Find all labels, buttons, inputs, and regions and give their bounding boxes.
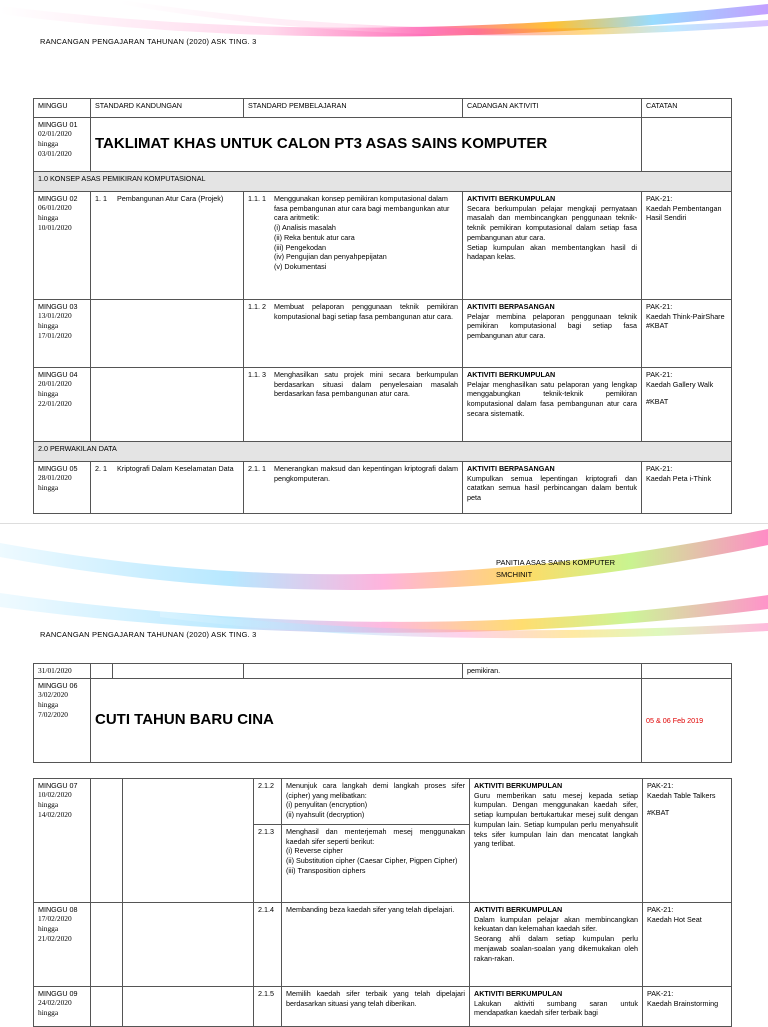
date-hingga: hingga xyxy=(38,1007,59,1017)
page-header-2: RANCANGAN PENGAJARAN TAHUNAN (2020) ASK TING. 3 xyxy=(40,630,257,639)
date-hingga: hingga xyxy=(38,212,59,222)
note-label: PAK-21: xyxy=(647,989,674,998)
week-label: MINGGU 06 xyxy=(38,680,78,690)
table-row xyxy=(34,903,732,987)
note-label: PAK-21: xyxy=(646,370,673,379)
footer-line: PANITIA ASAS SAINS KOMPUTER xyxy=(496,558,616,567)
col-header: STANDARD PEMBELAJARAN xyxy=(244,99,463,118)
section-heading: 1.0 KONSEP ASAS PEMIKIRAN KOMPUTASIONAL xyxy=(34,172,732,192)
table-row xyxy=(34,192,732,300)
note-label: PAK-21: xyxy=(646,194,673,203)
sp-number: 1.1. 1 xyxy=(248,194,266,203)
list-item: (i) penyulitan (encryption) xyxy=(286,800,368,810)
sp-text: Menunjuk cara langkah demi langkah proses sifer (cipher) yang melibatkan: xyxy=(286,781,465,800)
activity-title: AKTIVITI BERPASANGAN xyxy=(467,464,555,473)
list-item: (iii) Transposition ciphers xyxy=(286,865,366,875)
date-to: 21/02/2020 xyxy=(38,933,72,943)
sk-text: Kriptografi Dalam Keselamatan Data xyxy=(117,464,234,473)
section-heading: 2.0 PERWAKILAN DATA xyxy=(34,442,732,462)
week-label: MINGGU 09 xyxy=(38,989,78,998)
date-from: 10/02/2020 xyxy=(38,790,72,800)
sp-number: 2.1.5 xyxy=(254,987,282,1027)
date-from: 17/02/2020 xyxy=(38,914,72,924)
date-hingga: hingga xyxy=(38,799,59,809)
note-label: PAK-21: xyxy=(646,302,673,311)
note-label: PAK-21: xyxy=(647,905,674,914)
sp-text: Menghasilkan satu projek mini secara berkumpulan berdasarkan situasi dalam penyelesaian masalah berdasarkan fasa pembangunan atur cara. xyxy=(274,370,458,399)
note-tag: #KBAT xyxy=(646,397,669,407)
date-hingga: hingga xyxy=(38,320,59,330)
table-row xyxy=(34,300,732,368)
activity-title: AKTIVITI BERPASANGAN xyxy=(467,302,555,311)
date-hingga: hingga xyxy=(38,482,59,492)
date-to: 03/01/2020 xyxy=(38,148,72,158)
activity-text: Pelajar membina pelaporan penggunaan teknik pemikiran komputasional bagi setiap fasa pembangunan atur cara. xyxy=(467,311,637,341)
date-from: 06/01/2020 xyxy=(38,203,72,213)
table-row xyxy=(34,664,732,679)
date-hingga: hingga xyxy=(38,138,59,148)
note-label: PAK-21: xyxy=(646,464,673,473)
note-text: Kaedah Gallery Walk xyxy=(646,379,714,389)
date-hingga: hingga xyxy=(38,699,59,709)
col-header: CADANGAN AKTIVITI xyxy=(463,99,642,118)
list-item: (i) Analisis masalah xyxy=(274,223,336,233)
date-hingga: hingga xyxy=(38,388,59,398)
col-header: STANDARD KANDUNGAN xyxy=(91,99,244,118)
list-item: (iii) Pengekodan xyxy=(274,242,326,252)
sp-number: 2.1.2 xyxy=(254,779,282,825)
note-text: Kaedah Peta i-Think xyxy=(646,473,712,483)
sp-text: Membanding beza kaedah sifer yang telah dipelajari. xyxy=(282,903,470,987)
table-row xyxy=(34,118,732,172)
note-label: PAK-21: xyxy=(647,781,674,790)
week-label: MINGGU 02 xyxy=(38,194,78,203)
activity-title: AKTIVITI BERKUMPULAN xyxy=(474,989,563,998)
sp-text: Menerangkan maksud dan kepentingan kriptografi dalam pengkomputeran. xyxy=(274,464,458,483)
activity-text: Pelajar menghasilkan satu pelaporan yang lengkap menggabungkan teknik-teknik pemikiran komputasional dalam fasa pembangunan atur cara secara sistematik. xyxy=(467,379,637,418)
list-item: (v) Dokumentasi xyxy=(274,262,327,272)
page-footer xyxy=(496,557,615,581)
date-from: 28/01/2020 xyxy=(38,473,72,483)
col-header: MINGGU xyxy=(34,99,91,118)
table-row xyxy=(34,987,732,1027)
sk-number: 2. 1 xyxy=(95,464,107,473)
activity-title: AKTIVITI BERKUMPULAN xyxy=(474,905,563,914)
note-tag: #KBAT xyxy=(647,808,670,818)
activity-text: Secara berkumpulan pelajar mengkaji pernyataan masalah dan membincangkan penggunaan teknik-teknik pemikiran komputasional dalam setiap fasa pembangunan atur cara. xyxy=(467,203,637,242)
week-label: MINGGU 03 xyxy=(38,302,78,311)
table-row xyxy=(34,779,732,825)
table-row xyxy=(34,368,732,442)
activity-text: Seorang ahli dalam setiap kumpulan perlu menjawab soalan-soalan yang dikemukakan oleh rakan-rakan. xyxy=(474,934,638,963)
list-item: (ii) nyahsulit (decryption) xyxy=(286,810,365,820)
note-tag: #KBAT xyxy=(646,321,669,331)
sp-number: 1.1. 3 xyxy=(248,370,266,379)
date-to: 14/02/2020 xyxy=(38,809,72,819)
page-break-banner xyxy=(0,523,768,643)
week-label: MINGGU 01 xyxy=(38,120,78,129)
activity-title: AKTIVITI BERKUMPULAN xyxy=(467,370,556,379)
date-hingga: hingga xyxy=(38,923,59,933)
swoosh-graphic xyxy=(0,523,768,643)
section-row xyxy=(34,442,732,462)
date-from: 20/01/2020 xyxy=(38,379,72,389)
list-item: (ii) Substitution cipher (Caesar Cipher, Pigpen Cipher) xyxy=(286,856,458,866)
table-row xyxy=(34,462,732,514)
sp-number: 1.1. 2 xyxy=(248,302,266,311)
section-row xyxy=(34,172,732,192)
table-header-row xyxy=(34,99,732,118)
sp-text: Menggunakan konsep pemikiran komputasional dalam fasa pembangunan atur cara bagi membangunkan atur cara aritmetik: xyxy=(274,194,450,223)
activity-title: AKTIVITI BERKUMPULAN xyxy=(467,194,556,203)
week-label: MINGGU 05 xyxy=(38,464,78,473)
note-text: Kaedah Hot Seat xyxy=(647,914,702,924)
activity-text: Lakukan aktiviti sumbang saran untuk mendapatkan kaedah sifer terbaik bagi xyxy=(474,998,638,1018)
sp-number: 2.1. 1 xyxy=(248,464,266,473)
sp-number: 2.1.3 xyxy=(254,825,282,903)
footer-line: SMCHINIT xyxy=(496,570,533,579)
sp-text: Membuat pelaporan penggunaan teknik pemikiran komputasional bagi setiap fasa pembangunan atur cara. xyxy=(274,302,458,321)
note-text: Kaedah Think-PairShare xyxy=(646,311,725,321)
date-to: 17/01/2020 xyxy=(38,330,72,340)
date-to: 22/01/2020 xyxy=(38,398,72,408)
col-header: CATATAN xyxy=(642,99,732,118)
holiday-title: CUTI TAHUN BARU CINA xyxy=(91,678,642,762)
activity-text: Dalam kumpulan pelajar akan membincangkan kekuatan dan kelemahan kaedah sifer. xyxy=(474,914,638,934)
note-text: Kaedah Pembentangan Hasil Sendiri xyxy=(646,203,722,223)
sp-text: Menghasil dan menterjemah mesej menggunakan kaedah sifer seperti berikut: xyxy=(286,827,465,846)
section-title: TAKLIMAT KHAS UNTUK CALON PT3 ASAS SAINS KOMPUTER xyxy=(91,118,642,172)
week-label: MINGGU 04 xyxy=(38,370,78,379)
holiday-note: 05 & 06 Feb 2019 xyxy=(642,678,732,762)
schedule-table-2 xyxy=(33,663,732,763)
date-from: 02/01/2020 xyxy=(38,129,72,139)
sp-number: 2.1.4 xyxy=(254,903,282,987)
activity-text: Guru memberikan satu mesej kepada setiap kumpulan. Dengan menggunakan kaedah sifer, setiap kumpulan bertukartukar mesej sulit dengan kumpulan lain. Setiap kumpulan perlu menyahsulit teks sifer kumpulan lain dan mencatat langkah yang terlibat. xyxy=(474,790,638,849)
activity-text: Kumpulkan semua lepentingan kriptografi dan catatkan semua hasil perbincangan dalam bentuk peta xyxy=(467,473,637,503)
date-to: 10/01/2020 xyxy=(38,222,72,232)
note-text: Kaedah Brainstorming xyxy=(647,998,719,1008)
table-row xyxy=(34,678,732,762)
schedule-table-3 xyxy=(33,778,732,1027)
note-text: Kaedah Table Talkers xyxy=(647,790,716,800)
list-item: (i) Reverse cipher xyxy=(286,846,343,856)
date-to: 31/01/2020 xyxy=(34,664,91,679)
date-from: 13/01/2020 xyxy=(38,311,72,321)
sp-text: Memilih kaedah sifer terbaik yang telah dipelajari berdasarkan situasi yang telah diberikan. xyxy=(282,987,470,1027)
activity-text: pemikiran. xyxy=(463,664,642,679)
date-from: 3/02/2020 xyxy=(38,690,68,700)
week-label: MINGGU 08 xyxy=(38,905,78,914)
list-item: (iv) Pengujian dan penyahpepijatan xyxy=(274,252,387,262)
date-from: 24/02/2020 xyxy=(38,998,72,1008)
page-header-1: RANCANGAN PENGAJARAN TAHUNAN (2020) ASK TING. 3 xyxy=(40,37,257,46)
list-item: (ii) Reka bentuk atur cara xyxy=(274,232,355,242)
schedule-table-1 xyxy=(33,98,732,514)
date-to: 7/02/2020 xyxy=(38,709,68,719)
activity-title: AKTIVITI BERKUMPULAN xyxy=(474,781,563,790)
activity-text: Setiap kumpulan akan membentangkan hasil di hadapan kelas. xyxy=(467,242,637,262)
week-label: MINGGU 07 xyxy=(38,781,78,790)
sk-number: 1. 1 xyxy=(95,194,107,203)
sk-text: Pembangunan Atur Cara (Projek) xyxy=(117,194,224,203)
